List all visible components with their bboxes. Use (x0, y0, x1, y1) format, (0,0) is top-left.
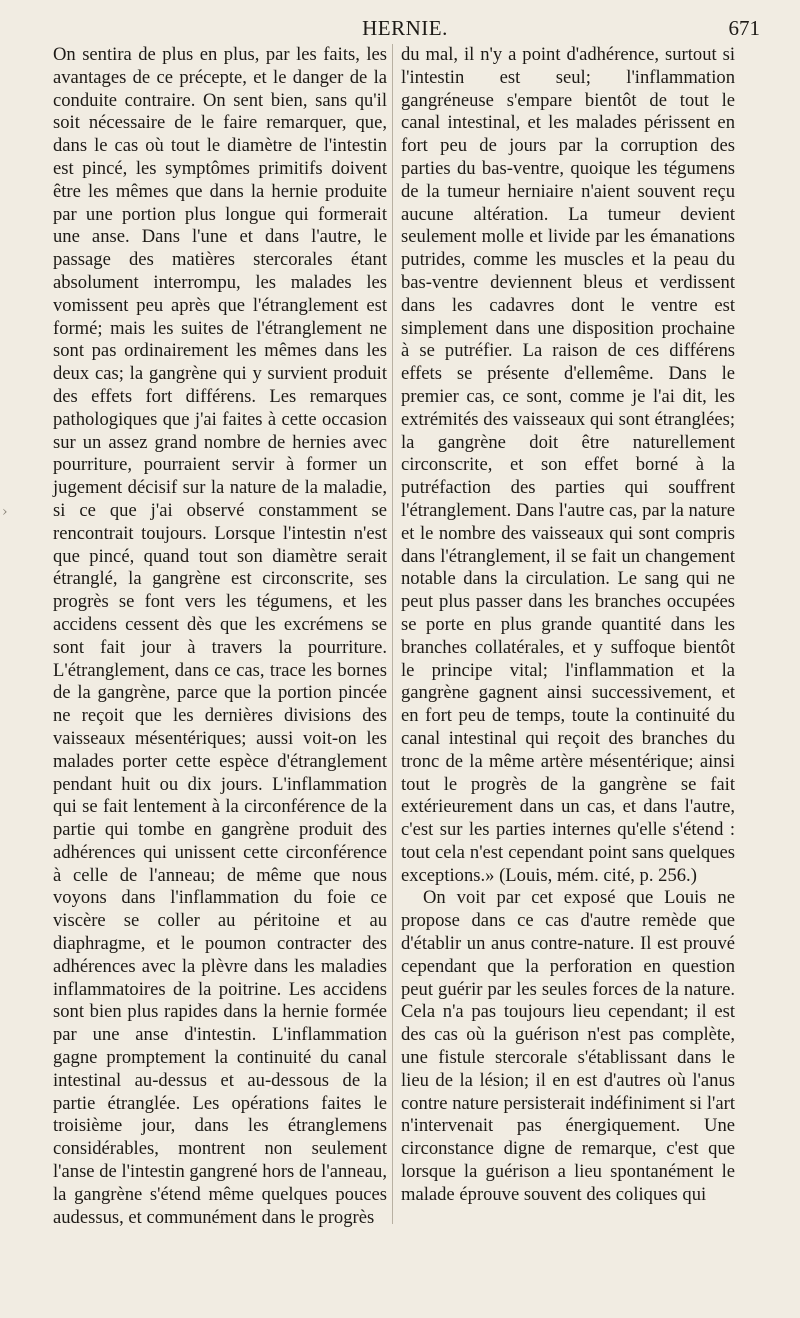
margin-mark: › (2, 504, 8, 520)
left-column (53, 44, 387, 1229)
page-number: 671 (728, 16, 760, 40)
right-paragraph-2: On voit par cet exposé que Louis ne propose dans ce cas d'autre remède que d'établir un anus contre-nature. Il est prouvé cependant que la perforation en question peut guérir par les seules forces de la nature. Cela n'a pas toujours lieu cependant; il est des cas où la guérison n'est pas complète, une fistule stercorale s'établissant dans le lieu de la lésion; il en est d'autres où l'anus contre nature persisterait indéfiniment si l'art n'intervenait pas énergiquement. Une circonstance digne de remarque, c'est que lorsque la guérison a lieu spontanément le malade éprouve souvent des coliques qui (401, 887, 735, 1205)
right-column (401, 44, 735, 1207)
column-divider (392, 44, 393, 1224)
left-paragraph-1: On sentira de plus en plus, par les faits, les avantages de ce précepte, et le danger de la conduite contraire. On sent bien, sans qu'il soit nécessaire de le faire remarquer, que, dans le cas où tout le diamètre de l'intestin est pincé, les symptômes primitifs doivent être les mêmes que dans la hernie produite par une portion plus longue qui formerait une anse. Dans l'une et dans l'autre, le passage des matières stercorales étant absolument interrompu, les malades les vomissent peu après que l'étranglement est formé; mais les suites de l'étranglement ne sont pas ordinairement les mêmes dans les deux cas; la gangrène qui y survient produit des effets fort différens. Les remarques pathologiques que j'ai faites à cette occasion sur un assez grand nombre de hernies avec pourriture, pourraient servir à former un jugement décisif sur la nature de la maladie, si ce que j'ai observé constamment se rencontrait toujours. Lorsque l'intestin n'est que pincé, quand tout son diamètre serait étranglé, la gangrène est circonscrite, ses progrès se font vers les tégumens, et les accidens cessent dès que les excrémens se sont fait jour à travers la pourriture. L'étranglement, dans ce cas, trace les bornes de la gangrène, parce que la portion pincée ne reçoit que les dernières divisions des vaisseaux mésentériques; aussi voit-on les malades porter cette espèce d'étranglement pendant huit ou dix jours. L'inflammation qui se fait lentement à la circonférence de la partie qui tombe en gangrène produit des adhérences qui unissent cette circonférence à celle de l'anneau; de même que nous voyons dans l'inflammation du foie ce viscère se coller au péritoine et au diaphragme, et le poumon contracter des adhérences avec la plèvre dans les maladies inflammatoires de la poitrine. Les accidens sont bien plus rapides dans la hernie formée par une anse d'intestin. L'inflammation gagne promptement la continuité du canal intestinal au-dessus et au-dessous de la partie étranglée. Les opérations faites le troisième jour, dans les étranglemens considérables, montrent non seulement l'anse de l'intestin gangrené hors de l'anneau, la gangrène s'étend même quelques pouces audessus, et communément dans le progrès (53, 44, 387, 1228)
page-header (0, 16, 800, 46)
right-paragraph-1: du mal, il n'y a point d'adhérence, surtout si l'intestin est seul; l'inflammation gangréneuse s'empare bientôt de tout le canal intestinal, et les malades périssent en fort peu de jours par la corruption des parties du bas-ventre, quoique les tégumens de la tumeur herniaire n'aient souvent reçu aucune altération. La tumeur devient seulement molle et livide par les émanations putrides, comme les muscles et la peau du bas-ventre deviennent bleus et verdissent dans les cadavres dont le ventre est simplement dans une disposition prochaine à se putréfier. La raison de ces différens effets se présente d'ellemême. Dans le premier cas, ce sont, comme je l'ai dit, les extrémités des vaisseaux qui sont étranglées; la gangrène doit être naturellement circonscrite, et son effet borné à la putréfaction des parties qui souffrent l'étranglement. Dans l'autre cas, par la nature et le nombre des vaisseaux qui sont compris dans l'étranglement, il se fait un changement notable dans la circulation. Le sang qui ne peut plus passer dans les branches occupées se porte en plus grande quantité dans les branches collatérales, et y suffoque bientôt le principe vital; l'inflammation et la gangrène gagnent ainsi successivement, et en fort peu de temps, toute la continuité du canal intestinal qui reçoit des branches du tronc de la même artère mésentérique; ainsi tout le progrès de la gangrène se fait extérieurement dans un cas, et dans l'autre, c'est sur les parties internes qu'elle s'étend : tout cela n'est cependant point sans quelques exceptions.» (Louis, mém. cité, p. 256.) (401, 44, 736, 886)
running-title: HERNIE. (362, 16, 448, 40)
